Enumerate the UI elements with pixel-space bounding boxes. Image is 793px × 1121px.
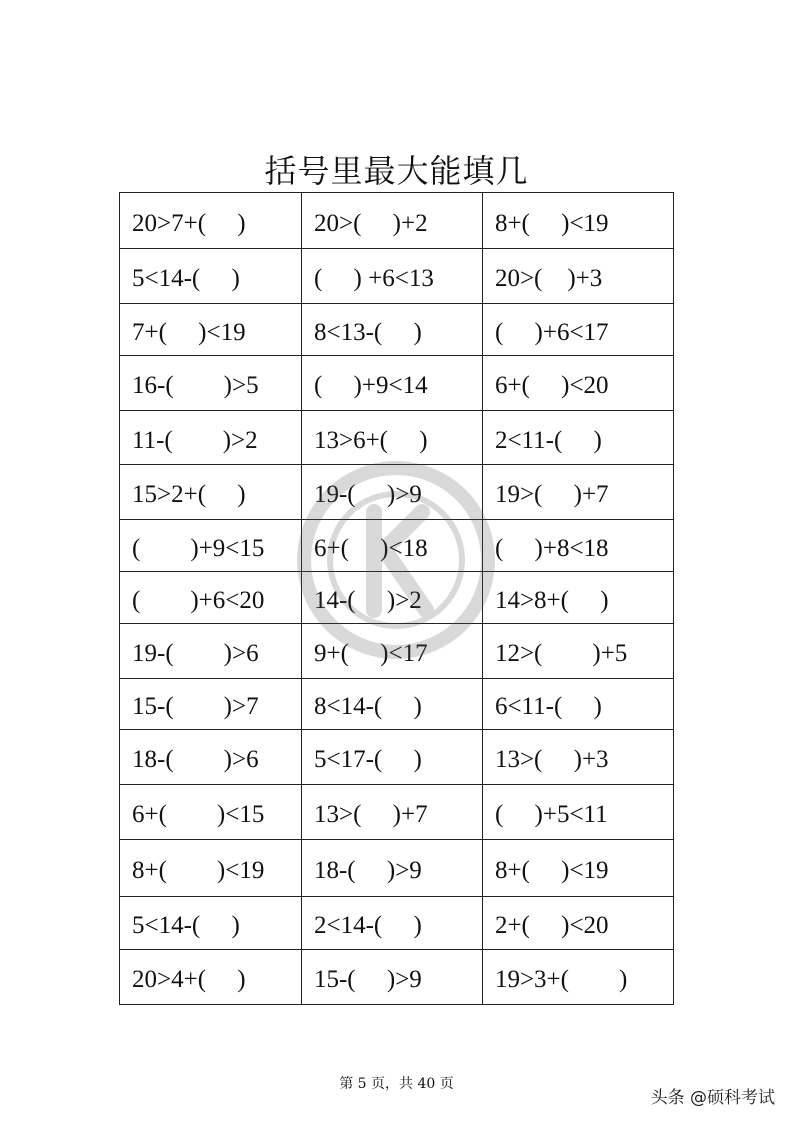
exercise-cell: 6+( )<20 (482, 356, 673, 411)
exercise-cell: 15-( )>7 (120, 679, 302, 730)
exercise-cell: 19-( )>6 (120, 624, 302, 679)
exercise-cell: 9+( )<17 (301, 624, 482, 679)
exercise-cell: 14>8+( ) (482, 572, 673, 624)
exercise-cell: 8+( )<19 (482, 193, 673, 249)
exercise-cell: 6+( )<15 (120, 785, 302, 840)
table-row (120, 950, 674, 1005)
exercise-cell: 20>( )+2 (301, 193, 482, 249)
exercise-cell: 11-( )>2 (120, 411, 302, 465)
exercise-cell: 5<14-( ) (120, 249, 302, 304)
exercise-cell: 7+( )<19 (120, 304, 302, 356)
exercise-cell: 2+( )<20 (482, 897, 673, 950)
table-row (120, 679, 674, 730)
exercise-cell: 8<13-( ) (301, 304, 482, 356)
table-row (120, 730, 674, 785)
exercise-cell: 8+( )<19 (482, 840, 673, 897)
table-row (120, 411, 674, 465)
exercise-cell: ( )+9<15 (120, 520, 302, 572)
table-row (120, 465, 674, 520)
exercise-cell: 20>4+( ) (120, 950, 302, 1005)
exercise-cell: 8+( )<19 (120, 840, 302, 897)
exercise-cell: 8<14-( ) (301, 679, 482, 730)
table-row (120, 520, 674, 572)
exercise-cell: 20>( )+3 (482, 249, 673, 304)
exercise-cell: 19-( )>9 (301, 465, 482, 520)
exercise-cell: 18-( )>6 (120, 730, 302, 785)
exercise-cell: 6+( )<18 (301, 520, 482, 572)
exercise-table (119, 192, 674, 1005)
page-footer: 第 5 页，共 40 页 (339, 1076, 454, 1092)
exercise-cell: 12>( )+5 (482, 624, 673, 679)
exercise-cell: 18-( )>9 (301, 840, 482, 897)
table-row (120, 193, 674, 249)
exercise-cell: ( )+6<17 (482, 304, 673, 356)
table-row (120, 356, 674, 411)
exercise-cell: 5<14-( ) (120, 897, 302, 950)
exercise-cell: 16-( )>5 (120, 356, 302, 411)
exercise-cell: ( )+5<11 (482, 785, 673, 840)
table-row (120, 304, 674, 356)
exercise-cell: 13>( )+3 (482, 730, 673, 785)
exercise-cell: 6<11-( ) (482, 679, 673, 730)
worksheet-title: 括号里最大能填几 (264, 152, 529, 190)
exercise-cell: 19>3+( ) (482, 950, 673, 1005)
exercise-cell: 20>7+( ) (120, 193, 302, 249)
table-row (120, 572, 674, 624)
exercise-cell: 15>2+( ) (120, 465, 302, 520)
table-row (120, 785, 674, 840)
exercise-cell: 13>( )+7 (301, 785, 482, 840)
table-row (120, 624, 674, 679)
table-row (120, 840, 674, 897)
exercise-cell: 2<14-( ) (301, 897, 482, 950)
exercise-cell: ( )+9<14 (301, 356, 482, 411)
table-row (120, 897, 674, 950)
exercise-cell: ( )+8<18 (482, 520, 673, 572)
exercise-cell: ( ) +6<13 (301, 249, 482, 304)
exercise-cell: ( )+6<20 (120, 572, 302, 624)
table-row (120, 249, 674, 304)
exercise-cell: 19>( )+7 (482, 465, 673, 520)
exercise-cell: 13>6+( ) (301, 411, 482, 465)
source-brand: 头条 @硕科考试 (650, 1088, 775, 1108)
exercise-cell: 5<17-( ) (301, 730, 482, 785)
exercise-cell: 14-( )>2 (301, 572, 482, 624)
exercise-cell: 15-( )>9 (301, 950, 482, 1005)
exercise-cell: 2<11-( ) (482, 411, 673, 465)
